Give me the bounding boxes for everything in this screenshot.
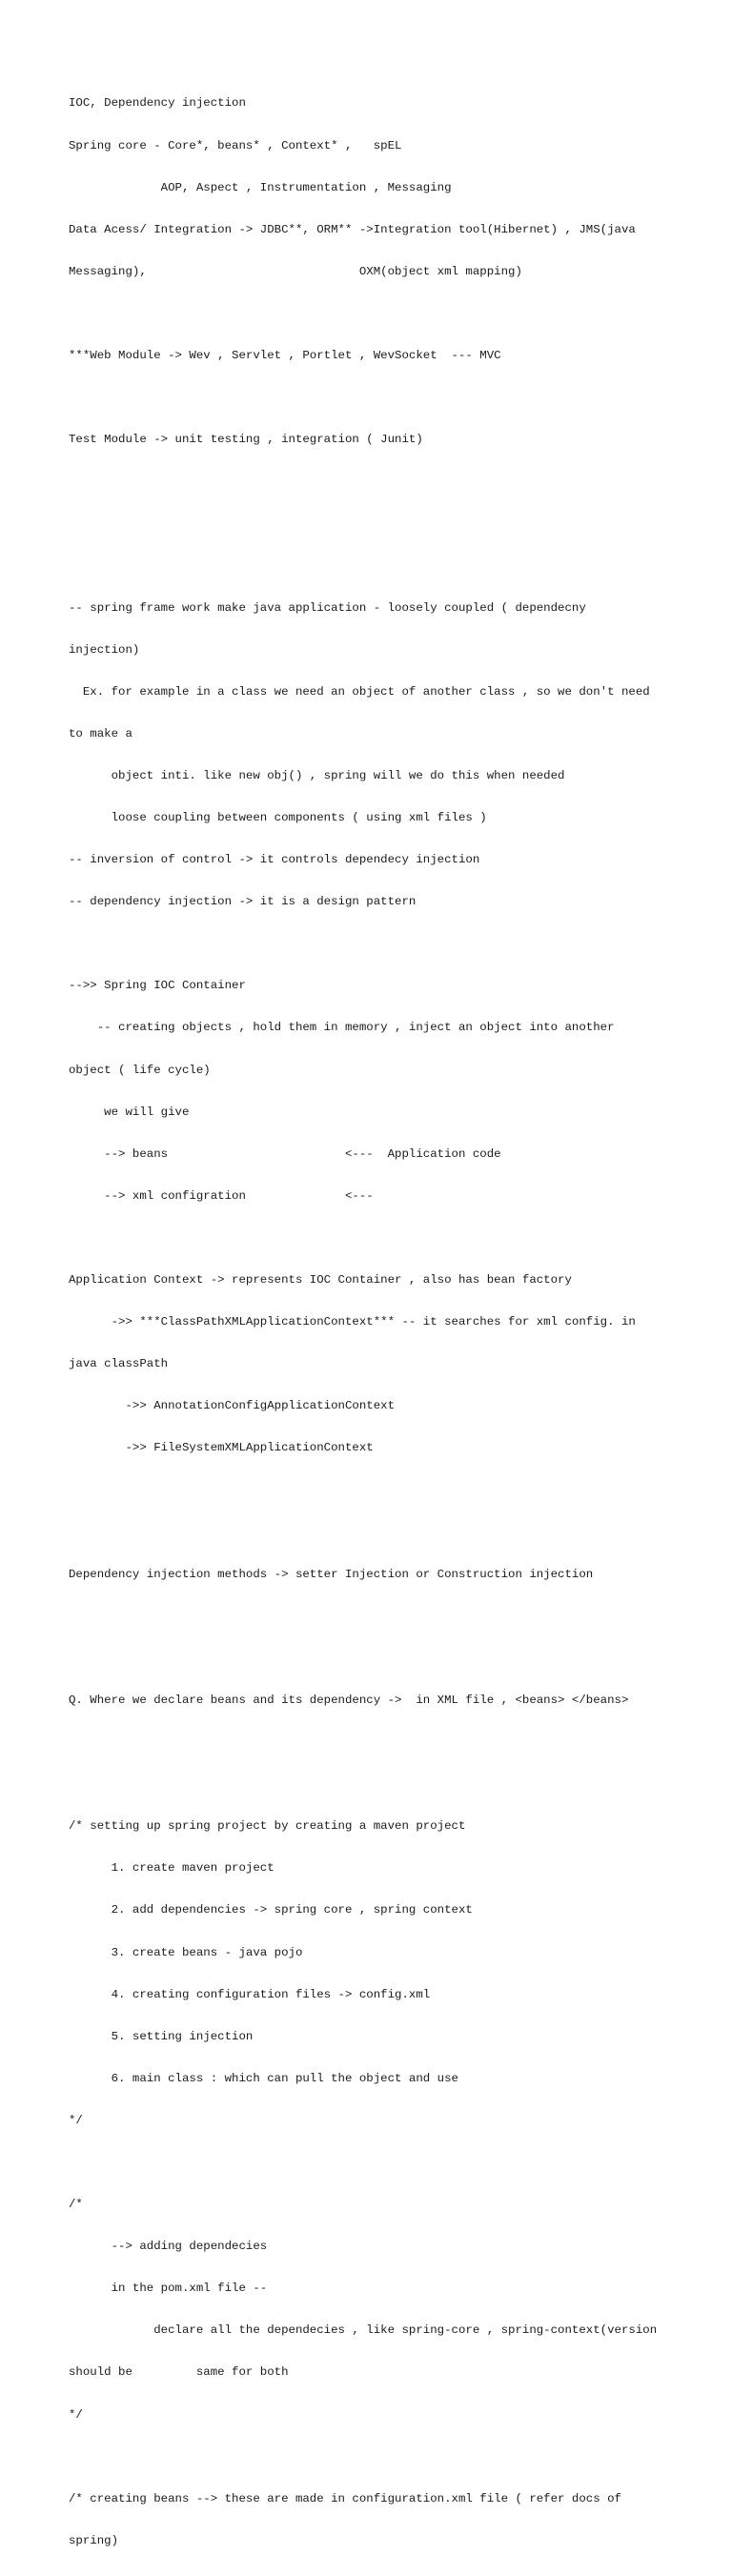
text-line: AOP, Aspect , Instrumentation , Messaging [69,180,452,194]
text-line: -- dependency injection -> it is a design pattern [69,895,417,909]
text-line: injection) [69,642,140,657]
text-line [69,1484,679,1498]
text-line [69,2450,679,2464]
text-line: Test Module -> unit testing , integration ( Junit) [69,433,423,447]
text-line [69,937,679,951]
text-line: --> adding dependecies [69,2240,268,2254]
text-line: Messaging), OXM(object xml mapping) [69,264,522,278]
text-line: 3. create beans - java pojo [69,1945,303,1959]
text-line: loose coupling between components ( using xml files ) [69,811,487,824]
text-line: --> xml configration <--- [69,1188,374,1203]
text-line: */ [69,2407,83,2422]
text-line: 5. setting injection [69,2029,254,2043]
text-line [69,391,679,405]
text-line: ***Web Module -> Wev , Servlet , Portlet , WevSocket --- MVC [69,348,501,362]
text-line: declare all the dependecies , like spring-core , spring-context(version [69,2323,658,2338]
text-line: Application Context -> represents IOC Container , also has bean factory [69,1273,572,1288]
text-line: spring) [69,2533,119,2547]
document-text [69,69,679,2576]
text-line: ->> AnnotationConfigApplicationContext [69,1399,396,1413]
text-line: we will give [69,1105,190,1119]
text-line: IOC, Dependency injection [69,96,246,111]
text-line: 2. add dependencies -> spring core , spring context [69,1903,473,1917]
text-line: Dependency injection methods -> setter Injection or Construction injection [69,1567,594,1581]
text-line: 1. create maven project [69,1861,274,1876]
text-line [69,1777,679,1792]
text-line: Data Acess/ Integration -> JDBC**, ORM** ->Integration tool(Hibernet) , JMS(java [69,222,636,236]
text-line: Ex. for example in a class we need an object of another class , so we don't need [69,684,650,699]
text-line [69,517,679,531]
text-line: 4. creating configuration files -> config.xml [69,1987,431,2001]
text-line: object ( life cycle) [69,1063,211,1077]
text-line: to make a [69,726,132,740]
text-line [69,1526,679,1540]
text-line [69,1735,679,1750]
text-line: object inti. like new obj() , spring will we do this when needed [69,768,565,782]
text-line [69,1231,679,1246]
text-line: /* setting up spring project by creating a maven project [69,1819,466,1834]
text-line [69,307,679,321]
text-line: should be same for both [69,2365,289,2380]
text-line: /* creating beans --> these are made in configuration.xml file ( refer docs of [69,2491,621,2505]
text-line [69,1610,679,1624]
text-line [69,475,679,489]
text-line: 6. main class : which can pull the object and use [69,2071,458,2085]
text-line: -->> Spring IOC Container [69,979,246,993]
text-line: */ [69,2113,83,2127]
text-line: ->> ***ClassPathXMLApplicationContext*** -- it searches for xml config. in [69,1315,636,1329]
text-line: /* [69,2198,83,2212]
text-line: java classPath [69,1357,169,1371]
text-line [69,558,679,573]
text-line [69,1652,679,1666]
text-line: in the pom.xml file -- [69,2282,268,2296]
text-line: -- spring frame work make java application - loosely coupled ( dependecny [69,600,586,615]
text-line: --> beans <--- Application code [69,1146,501,1161]
text-line: Q. Where we declare beans and its dependency -> in XML file , <beans> </beans> [69,1693,629,1707]
text-line: -- creating objects , hold them in memory , inject an object into another [69,1021,615,1035]
text-line: ->> FileSystemXMLApplicationContext [69,1441,374,1455]
text-line: Spring core - Core*, beans* , Context* , spEL [69,138,402,152]
text-line [69,2156,679,2170]
text-line: -- inversion of control -> it controls dependecy injection [69,853,480,867]
